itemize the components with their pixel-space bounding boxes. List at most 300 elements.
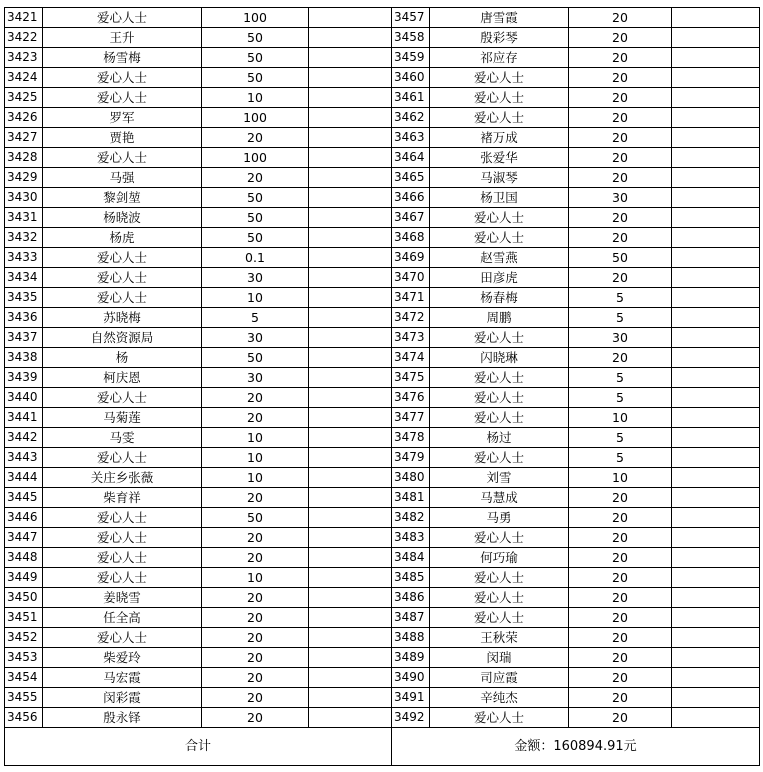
- table-row: [5, 488, 760, 508]
- left-row-blank: [309, 108, 392, 128]
- left-row-blank: [309, 708, 392, 728]
- right-row-name: 爱心人士: [430, 208, 569, 228]
- right-row-id: 3483: [392, 528, 430, 548]
- left-row-amount: 20: [202, 708, 309, 728]
- right-row-name: 唐雪霞: [430, 8, 569, 28]
- left-row-id: 3455: [5, 688, 43, 708]
- right-row-id: 3463: [392, 128, 430, 148]
- right-row-name: 爱心人士: [430, 408, 569, 428]
- left-row-name: 爱心人士: [43, 68, 202, 88]
- left-row-name: 爱心人士: [43, 388, 202, 408]
- left-row-amount: 100: [202, 108, 309, 128]
- right-row-id: 3492: [392, 708, 430, 728]
- right-row-amount: 20: [569, 668, 672, 688]
- right-row-amount: 20: [569, 208, 672, 228]
- left-row-id: 3451: [5, 608, 43, 628]
- left-row-name: 爱心人士: [43, 148, 202, 168]
- table-row: [5, 628, 760, 648]
- right-row-id: 3488: [392, 628, 430, 648]
- left-row-amount: 10: [202, 428, 309, 448]
- right-row-name: 爱心人士: [430, 68, 569, 88]
- left-row-amount: 20: [202, 648, 309, 668]
- left-row-id: 3435: [5, 288, 43, 308]
- right-row-blank: [672, 648, 760, 668]
- left-row-amount: 20: [202, 408, 309, 428]
- left-row-amount: 50: [202, 188, 309, 208]
- left-row-amount: 20: [202, 608, 309, 628]
- table-row: [5, 208, 760, 228]
- right-row-id: 3479: [392, 448, 430, 468]
- table-row: [5, 328, 760, 348]
- donation-table: [4, 7, 760, 766]
- right-row-name: 爱心人士: [430, 108, 569, 128]
- left-row-name: 爱心人士: [43, 528, 202, 548]
- left-row-name: 杨: [43, 348, 202, 368]
- left-row-id: 3453: [5, 648, 43, 668]
- total-amount: 金额：160894.91元: [392, 728, 760, 766]
- right-row-id: 3482: [392, 508, 430, 528]
- right-row-id: 3480: [392, 468, 430, 488]
- right-row-amount: 20: [569, 108, 672, 128]
- right-row-name: 殷彩琴: [430, 28, 569, 48]
- table-row: [5, 448, 760, 468]
- left-row-name: 爱心人士: [43, 548, 202, 568]
- left-row-name: 杨晓波: [43, 208, 202, 228]
- left-row-blank: [309, 548, 392, 568]
- left-row-blank: [309, 588, 392, 608]
- left-row-name: 任全高: [43, 608, 202, 628]
- left-row-name: 爱心人士: [43, 628, 202, 648]
- right-row-id: 3473: [392, 328, 430, 348]
- left-row-amount: 30: [202, 268, 309, 288]
- right-row-amount: 20: [569, 648, 672, 668]
- right-row-amount: 20: [569, 48, 672, 68]
- table-row: [5, 568, 760, 588]
- right-row-blank: [672, 68, 760, 88]
- left-row-amount: 10: [202, 88, 309, 108]
- left-row-id: 3447: [5, 528, 43, 548]
- right-row-amount: 20: [569, 168, 672, 188]
- left-row-amount: 50: [202, 348, 309, 368]
- right-row-blank: [672, 348, 760, 368]
- table-row: [5, 428, 760, 448]
- left-row-amount: 20: [202, 688, 309, 708]
- table-row: [5, 48, 760, 68]
- left-row-amount: 30: [202, 368, 309, 388]
- right-row-blank: [672, 708, 760, 728]
- table-row: [5, 268, 760, 288]
- right-row-id: 3458: [392, 28, 430, 48]
- right-row-amount: 5: [569, 428, 672, 448]
- left-row-blank: [309, 648, 392, 668]
- right-row-amount: 20: [569, 88, 672, 108]
- right-row-name: 爱心人士: [430, 228, 569, 248]
- right-row-name: 马勇: [430, 508, 569, 528]
- left-row-id: 3426: [5, 108, 43, 128]
- right-row-id: 3484: [392, 548, 430, 568]
- left-row-blank: [309, 528, 392, 548]
- left-row-amount: 50: [202, 208, 309, 228]
- left-row-blank: [309, 448, 392, 468]
- right-row-blank: [672, 188, 760, 208]
- right-row-name: 周鹏: [430, 308, 569, 328]
- right-row-blank: [672, 628, 760, 648]
- left-row-blank: [309, 248, 392, 268]
- left-row-id: 3422: [5, 28, 43, 48]
- left-row-amount: 50: [202, 68, 309, 88]
- right-row-name: 马淑琴: [430, 168, 569, 188]
- left-row-amount: 30: [202, 328, 309, 348]
- left-row-id: 3425: [5, 88, 43, 108]
- right-row-name: 爱心人士: [430, 328, 569, 348]
- right-row-name: 刘雪: [430, 468, 569, 488]
- right-row-amount: 30: [569, 328, 672, 348]
- right-row-blank: [672, 568, 760, 588]
- left-row-amount: 10: [202, 568, 309, 588]
- right-row-blank: [672, 268, 760, 288]
- left-row-id: 3442: [5, 428, 43, 448]
- left-row-id: 3427: [5, 128, 43, 148]
- left-row-name: 马菊莲: [43, 408, 202, 428]
- right-row-name: 爱心人士: [430, 568, 569, 588]
- table-row: [5, 508, 760, 528]
- left-row-id: 3441: [5, 408, 43, 428]
- table-row: [5, 648, 760, 668]
- table-row: [5, 608, 760, 628]
- right-row-id: 3486: [392, 588, 430, 608]
- left-row-name: 柴爱玲: [43, 648, 202, 668]
- right-row-amount: 20: [569, 708, 672, 728]
- right-row-blank: [672, 48, 760, 68]
- right-row-amount: 20: [569, 548, 672, 568]
- right-row-name: 杨春梅: [430, 288, 569, 308]
- right-row-name: 何巧瑜: [430, 548, 569, 568]
- left-row-name: 杨雪梅: [43, 48, 202, 68]
- left-row-amount: 10: [202, 468, 309, 488]
- left-row-blank: [309, 488, 392, 508]
- left-row-id: 3432: [5, 228, 43, 248]
- right-row-blank: [672, 248, 760, 268]
- right-row-id: 3491: [392, 688, 430, 708]
- donation-table-body: [5, 8, 760, 728]
- left-row-id: 3436: [5, 308, 43, 328]
- left-row-blank: [309, 408, 392, 428]
- right-row-name: 闪晓琳: [430, 348, 569, 368]
- right-row-amount: 20: [569, 268, 672, 288]
- left-row-amount: 50: [202, 228, 309, 248]
- left-row-name: 殷永铎: [43, 708, 202, 728]
- left-row-blank: [309, 508, 392, 528]
- left-row-name: 爱心人士: [43, 568, 202, 588]
- table-row: [5, 468, 760, 488]
- right-row-amount: 5: [569, 368, 672, 388]
- left-row-blank: [309, 28, 392, 48]
- right-row-id: 3459: [392, 48, 430, 68]
- left-row-amount: 50: [202, 48, 309, 68]
- right-row-name: 杨卫国: [430, 188, 569, 208]
- right-row-blank: [672, 488, 760, 508]
- left-row-name: 苏晓梅: [43, 308, 202, 328]
- left-row-name: 自然资源局: [43, 328, 202, 348]
- right-row-blank: [672, 368, 760, 388]
- left-row-blank: [309, 568, 392, 588]
- right-row-id: 3476: [392, 388, 430, 408]
- left-row-amount: 20: [202, 588, 309, 608]
- right-row-id: 3469: [392, 248, 430, 268]
- right-row-id: 3457: [392, 8, 430, 28]
- right-row-blank: [672, 448, 760, 468]
- left-row-id: 3445: [5, 488, 43, 508]
- left-row-blank: [309, 68, 392, 88]
- right-row-amount: 20: [569, 128, 672, 148]
- left-row-blank: [309, 288, 392, 308]
- right-row-amount: 5: [569, 308, 672, 328]
- left-row-amount: 20: [202, 128, 309, 148]
- left-row-name: 王升: [43, 28, 202, 48]
- left-row-name: 罗军: [43, 108, 202, 128]
- table-row: [5, 188, 760, 208]
- right-row-blank: [672, 28, 760, 48]
- right-row-name: 爱心人士: [430, 88, 569, 108]
- left-row-amount: 50: [202, 508, 309, 528]
- right-row-amount: 20: [569, 68, 672, 88]
- right-row-blank: [672, 588, 760, 608]
- left-row-blank: [309, 328, 392, 348]
- right-row-id: 3475: [392, 368, 430, 388]
- left-row-amount: 20: [202, 168, 309, 188]
- right-row-amount: 20: [569, 148, 672, 168]
- right-row-amount: 5: [569, 388, 672, 408]
- right-row-blank: [672, 668, 760, 688]
- right-row-id: 3465: [392, 168, 430, 188]
- table-row: [5, 228, 760, 248]
- table-row: [5, 548, 760, 568]
- right-row-name: 爱心人士: [430, 448, 569, 468]
- right-row-name: 杨过: [430, 428, 569, 448]
- left-row-id: 3421: [5, 8, 43, 28]
- left-row-name: 马雯: [43, 428, 202, 448]
- left-row-blank: [309, 148, 392, 168]
- left-row-id: 3456: [5, 708, 43, 728]
- left-row-id: 3429: [5, 168, 43, 188]
- table-row: [5, 408, 760, 428]
- left-row-name: 爱心人士: [43, 448, 202, 468]
- right-row-name: 司应霞: [430, 668, 569, 688]
- left-row-id: 3428: [5, 148, 43, 168]
- left-row-id: 3450: [5, 588, 43, 608]
- left-row-id: 3437: [5, 328, 43, 348]
- left-row-blank: [309, 388, 392, 408]
- table-row: [5, 388, 760, 408]
- left-row-amount: 0.1: [202, 248, 309, 268]
- right-row-name: 张爱华: [430, 148, 569, 168]
- left-row-id: 3444: [5, 468, 43, 488]
- table-row: [5, 668, 760, 688]
- right-row-name: 爱心人士: [430, 528, 569, 548]
- right-row-amount: 20: [569, 228, 672, 248]
- right-row-amount: 20: [569, 8, 672, 28]
- left-row-id: 3430: [5, 188, 43, 208]
- table-row: [5, 108, 760, 128]
- right-row-amount: 20: [569, 608, 672, 628]
- table-row: [5, 288, 760, 308]
- right-row-amount: 10: [569, 408, 672, 428]
- right-row-amount: 20: [569, 628, 672, 648]
- table-row: [5, 148, 760, 168]
- table-row: [5, 688, 760, 708]
- left-row-name: 姜晓雪: [43, 588, 202, 608]
- right-row-id: 3477: [392, 408, 430, 428]
- right-row-amount: 20: [569, 568, 672, 588]
- right-row-blank: [672, 408, 760, 428]
- left-row-id: 3439: [5, 368, 43, 388]
- left-row-amount: 20: [202, 548, 309, 568]
- right-row-id: 3464: [392, 148, 430, 168]
- left-row-name: 爱心人士: [43, 508, 202, 528]
- left-row-amount: 20: [202, 488, 309, 508]
- total-label: 合计: [5, 728, 392, 766]
- table-row: [5, 28, 760, 48]
- total-row: [5, 728, 760, 766]
- left-row-amount: 5: [202, 308, 309, 328]
- right-row-name: 褚万成: [430, 128, 569, 148]
- right-row-id: 3489: [392, 648, 430, 668]
- left-row-name: 马宏霞: [43, 668, 202, 688]
- right-row-blank: [672, 548, 760, 568]
- left-row-blank: [309, 168, 392, 188]
- left-row-blank: [309, 628, 392, 648]
- left-row-amount: 100: [202, 148, 309, 168]
- right-row-id: 3470: [392, 268, 430, 288]
- table-row: [5, 348, 760, 368]
- right-row-id: 3478: [392, 428, 430, 448]
- right-row-id: 3462: [392, 108, 430, 128]
- left-row-name: 贾艳: [43, 128, 202, 148]
- right-row-amount: 20: [569, 688, 672, 708]
- left-row-name: 爱心人士: [43, 288, 202, 308]
- left-row-name: 爱心人士: [43, 268, 202, 288]
- left-row-amount: 20: [202, 388, 309, 408]
- left-row-blank: [309, 348, 392, 368]
- left-row-amount: 100: [202, 8, 309, 28]
- right-row-id: 3472: [392, 308, 430, 328]
- right-row-name: 爱心人士: [430, 608, 569, 628]
- right-row-id: 3461: [392, 88, 430, 108]
- right-row-id: 3485: [392, 568, 430, 588]
- right-row-name: 辛纯杰: [430, 688, 569, 708]
- right-row-id: 3487: [392, 608, 430, 628]
- left-row-blank: [309, 688, 392, 708]
- table-row: [5, 68, 760, 88]
- right-row-name: 爱心人士: [430, 388, 569, 408]
- left-row-amount: 20: [202, 668, 309, 688]
- right-row-id: 3466: [392, 188, 430, 208]
- right-row-name: 赵雪燕: [430, 248, 569, 268]
- left-row-name: 柴育祥: [43, 488, 202, 508]
- table-row: [5, 8, 760, 28]
- right-row-blank: [672, 508, 760, 528]
- left-row-id: 3423: [5, 48, 43, 68]
- right-row-blank: [672, 128, 760, 148]
- right-row-name: 田彦虎: [430, 268, 569, 288]
- table-row: [5, 588, 760, 608]
- right-row-blank: [672, 88, 760, 108]
- left-row-blank: [309, 48, 392, 68]
- right-row-name: 闵瑞: [430, 648, 569, 668]
- left-row-name: 爱心人士: [43, 248, 202, 268]
- right-row-blank: [672, 208, 760, 228]
- right-row-id: 3481: [392, 488, 430, 508]
- table-row: [5, 88, 760, 108]
- left-row-blank: [309, 228, 392, 248]
- right-row-blank: [672, 8, 760, 28]
- right-row-id: 3490: [392, 668, 430, 688]
- right-row-id: 3460: [392, 68, 430, 88]
- left-row-blank: [309, 428, 392, 448]
- left-row-name: 杨虎: [43, 228, 202, 248]
- right-row-amount: 10: [569, 468, 672, 488]
- right-row-name: 祁应存: [430, 48, 569, 68]
- table-row: [5, 528, 760, 548]
- right-row-id: 3471: [392, 288, 430, 308]
- left-row-id: 3438: [5, 348, 43, 368]
- right-row-blank: [672, 228, 760, 248]
- right-row-id: 3467: [392, 208, 430, 228]
- left-row-blank: [309, 468, 392, 488]
- right-row-amount: 20: [569, 508, 672, 528]
- right-row-blank: [672, 688, 760, 708]
- left-row-blank: [309, 368, 392, 388]
- left-row-id: 3452: [5, 628, 43, 648]
- right-row-amount: 5: [569, 448, 672, 468]
- left-row-id: 3443: [5, 448, 43, 468]
- left-row-blank: [309, 88, 392, 108]
- right-row-amount: 30: [569, 188, 672, 208]
- right-row-amount: 20: [569, 28, 672, 48]
- left-row-name: 闵彩霞: [43, 688, 202, 708]
- right-row-id: 3468: [392, 228, 430, 248]
- left-row-blank: [309, 208, 392, 228]
- left-row-id: 3424: [5, 68, 43, 88]
- table-row: [5, 308, 760, 328]
- right-row-blank: [672, 528, 760, 548]
- left-row-amount: 20: [202, 628, 309, 648]
- table-row: [5, 708, 760, 728]
- left-row-id: 3440: [5, 388, 43, 408]
- left-row-blank: [309, 128, 392, 148]
- right-row-amount: 20: [569, 528, 672, 548]
- left-row-name: 关庄乡张薇: [43, 468, 202, 488]
- right-row-amount: 20: [569, 348, 672, 368]
- left-row-amount: 10: [202, 448, 309, 468]
- left-row-blank: [309, 8, 392, 28]
- right-row-id: 3474: [392, 348, 430, 368]
- left-row-id: 3454: [5, 668, 43, 688]
- left-row-name: 爱心人士: [43, 8, 202, 28]
- right-row-name: 爱心人士: [430, 588, 569, 608]
- left-row-name: 马强: [43, 168, 202, 188]
- left-row-id: 3449: [5, 568, 43, 588]
- right-row-name: 王秋荣: [430, 628, 569, 648]
- left-row-name: 爱心人士: [43, 88, 202, 108]
- left-row-amount: 10: [202, 288, 309, 308]
- left-row-amount: 20: [202, 528, 309, 548]
- right-row-amount: 20: [569, 488, 672, 508]
- right-row-blank: [672, 468, 760, 488]
- right-row-name: 马慧成: [430, 488, 569, 508]
- table-row: [5, 368, 760, 388]
- table-row: [5, 128, 760, 148]
